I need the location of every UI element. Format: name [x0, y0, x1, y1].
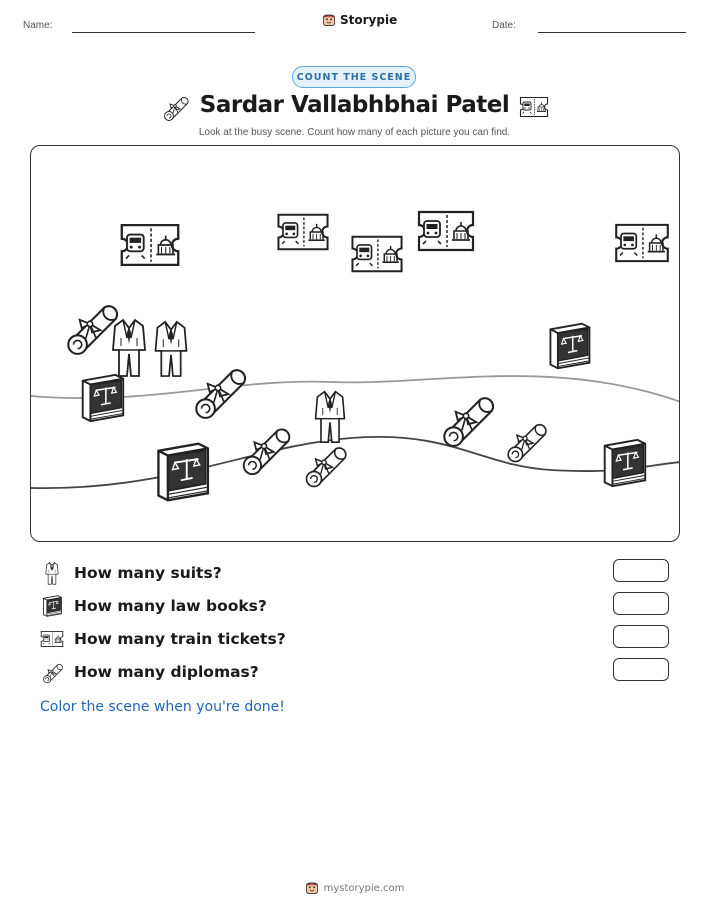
question-text: How many train tickets? — [74, 630, 286, 648]
train-ticket-icon — [519, 96, 549, 118]
suit-icon — [151, 318, 191, 378]
law-book-icon — [543, 320, 595, 372]
brand-name: Storypie — [340, 13, 398, 27]
train-ticket-icon — [349, 234, 405, 274]
diploma-icon — [299, 440, 349, 488]
footer — [0, 881, 709, 895]
busy-scene — [30, 145, 680, 542]
diploma-icon — [435, 388, 497, 448]
answer-box-law-books[interactable] — [613, 592, 669, 615]
suit-icon — [311, 388, 349, 444]
train-ticket-icon — [40, 627, 64, 651]
count-the-scene-badge: COUNT THE SCENE — [292, 66, 416, 88]
train-ticket-icon — [416, 209, 476, 253]
train-ticket-icon — [275, 212, 331, 252]
date-line[interactable] — [538, 32, 686, 33]
question-train-tickets — [40, 627, 286, 651]
diploma-icon — [235, 420, 293, 476]
answer-box-diplomas[interactable] — [613, 658, 669, 681]
question-suits — [40, 561, 222, 585]
suit-icon — [109, 316, 149, 378]
law-book-icon — [40, 594, 64, 618]
name-line[interactable] — [72, 32, 255, 33]
diploma-icon — [187, 360, 249, 420]
answer-box-suits[interactable] — [613, 559, 669, 582]
suit-icon — [40, 561, 64, 585]
instructions: Look at the busy scene. Count how many of each picture you can find. — [198, 127, 511, 138]
question-diplomas — [40, 660, 259, 684]
color-note: Color the scene when you're done! — [40, 699, 285, 715]
storypie-logo-icon — [322, 13, 336, 27]
date-label: Date: — [492, 20, 516, 31]
law-book-icon — [75, 371, 129, 425]
brand — [322, 13, 397, 27]
footer-url[interactable]: mystorypie.com — [323, 882, 405, 894]
question-law-books — [40, 594, 267, 618]
answer-box-train-tickets[interactable] — [613, 625, 669, 648]
question-text: How many suits? — [74, 564, 222, 582]
question-text: How many law books? — [74, 597, 267, 615]
train-ticket-icon — [613, 222, 671, 264]
law-book-icon — [149, 439, 215, 505]
diploma-icon — [40, 660, 64, 684]
train-ticket-icon — [118, 222, 182, 268]
name-label: Name: — [23, 20, 53, 31]
storypie-logo-icon — [305, 881, 319, 895]
page-title: Sardar Vallabhbhai Patel — [199, 92, 510, 118]
law-book-icon — [597, 436, 651, 490]
diploma-icon — [501, 416, 549, 464]
question-text: How many diplomas? — [74, 663, 259, 681]
